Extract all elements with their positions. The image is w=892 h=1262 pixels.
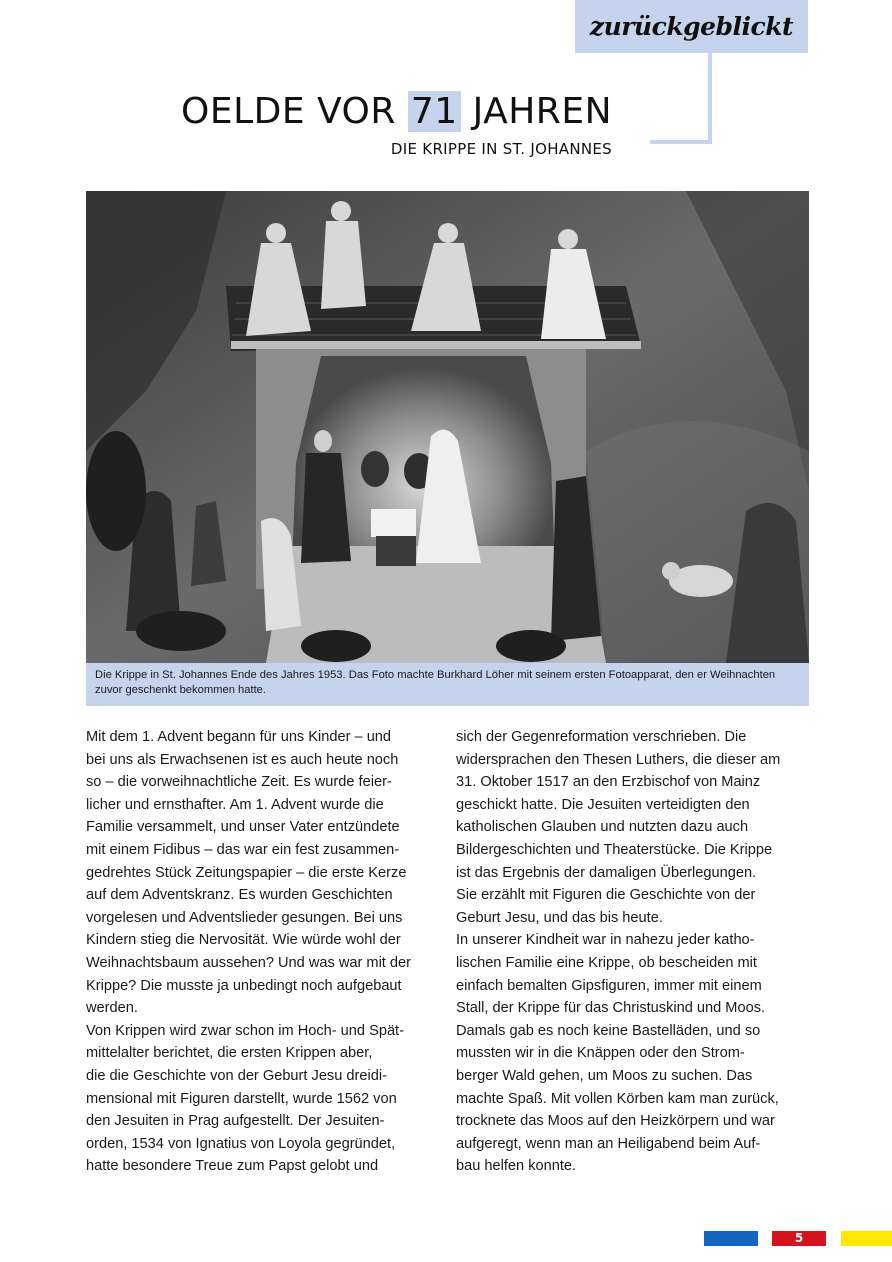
text-line: aufgeregt, wenn man an Heiligabend beim Auf- xyxy=(456,1135,761,1152)
text-line: Krippe? Die musste ja unbedingt noch aufgebaut xyxy=(86,977,402,994)
title-prefix: OELDE VOR xyxy=(181,91,396,132)
text-line: Weihnachtsbaum aussehen? Und was war mit der xyxy=(86,954,412,971)
text-line: ist das Ergebnis der damaligen Überlegungen. xyxy=(456,864,757,881)
title-number-highlight: 71 xyxy=(408,91,461,132)
footer-color-bar-blue xyxy=(704,1231,758,1246)
text-line: hatte besondere Treue zum Papst gelobt und xyxy=(86,1158,379,1175)
text-line: die die Geschichte von der Geburt Jesu dreidi- xyxy=(86,1067,387,1084)
title-suffix: JAHREN xyxy=(472,91,612,132)
page-title xyxy=(181,90,612,134)
text-line: Sie erzählt mit Figuren die Geschichte von der xyxy=(456,887,756,904)
text-line: Geburt Jesu, und das bis heute. xyxy=(456,909,663,926)
section-label: zurückgeblickt xyxy=(589,12,794,41)
text-line: mit einem Fidibus – das war ein fest zusammen- xyxy=(86,841,400,858)
decorative-bracket-vertical xyxy=(708,53,712,144)
page-number: 5 xyxy=(772,1231,826,1246)
nativity-scene-image xyxy=(86,191,809,663)
text-line: lischen Familie eine Krippe, ob bescheiden mit xyxy=(456,954,757,971)
text-line: sich der Gegenreformation verschrieben. Die xyxy=(456,729,747,745)
text-line: 31. Oktober 1517 an den Erzbischof von Mainz xyxy=(456,774,761,791)
text-line: mittelalter berichtet, die ersten Krippen aber, xyxy=(86,1045,373,1062)
text-line: einfach bemalten Gipsfiguren, immer mit einem xyxy=(456,977,762,994)
text-line: bau helfen konnte. xyxy=(456,1158,577,1175)
text-line: geschickt hatte. Die Jesuiten verteidigten den xyxy=(456,796,750,813)
text-line: Kindern stieg die Nervosität. Wie würde wohl der xyxy=(86,932,401,949)
text-line: Damals gab es noch keine Bastelläden, und so xyxy=(456,1022,761,1039)
photo-caption: Die Krippe in St. Johannes Ende des Jahres 1953. Das Foto machte Burkhard Löher mit seinem ersten Fotoapparat, den er Weihnachten zuvor geschenkt bekommen hatte. xyxy=(86,663,809,706)
text-line: so – die vorweihnachtliche Zeit. Es wurde feier- xyxy=(86,774,392,791)
article-column-right xyxy=(456,726,821,1178)
text-line: machte Spaß. Mit vollen Körben kam man zurück, xyxy=(456,1090,779,1107)
text-line: gedrehtes Stück Zeitungspapier – die erste Kerze xyxy=(86,864,407,881)
text-line: In unserer Kindheit war in nahezu jeder katho- xyxy=(456,932,755,949)
text-line: licher und ernsthafter. Am 1. Advent wurde die xyxy=(86,796,384,813)
article-column-left xyxy=(86,726,446,1178)
nativity-photo xyxy=(86,191,809,663)
page-subtitle: DIE KRIPPE IN ST. JOHANNES xyxy=(390,140,612,158)
text-line: widersprachen den Thesen Luthers, die dieser am xyxy=(456,751,781,768)
text-line: Stall, der Krippe für das Christuskind und Moos. xyxy=(456,1000,766,1017)
text-line: berger Wald gehen, um Moos zu suchen. Das xyxy=(456,1067,753,1084)
text-line: Bildergeschichten und Theaterstücke. Die Krippe xyxy=(456,841,773,858)
text-line: auf dem Adventskranz. Es wurden Geschichten xyxy=(86,887,393,904)
text-line: katholischen Glauben und nutzten dazu auch xyxy=(456,819,749,836)
text-line: mussten wir in die Knäppen oder den Strom- xyxy=(456,1045,745,1062)
text-line: vorgelesen und Adventslieder gesungen. Bei uns xyxy=(86,909,403,926)
text-line: Familie versammelt, und unser Vater entzündete xyxy=(86,819,400,836)
text-line: Von Krippen wird zwar schon im Hoch- und Spät- xyxy=(86,1022,404,1039)
text-line: bei uns als Erwachsenen ist es auch heute noch xyxy=(86,751,399,768)
text-line: mensional mit Figuren darstellt, wurde 1562 von xyxy=(86,1090,397,1107)
text-line: trocknete das Moos auf den Heizkörpern und war xyxy=(456,1113,775,1130)
text-line: werden. xyxy=(86,1000,138,1017)
text-line: den Jesuiten in Prag aufgestellt. Der Jesuiten- xyxy=(86,1113,385,1130)
footer-color-bar-yellow xyxy=(841,1231,892,1246)
decorative-bracket-horizontal xyxy=(650,140,712,144)
text-line: Mit dem 1. Advent begann für uns Kinder – und xyxy=(86,729,392,745)
text-line: orden, 1534 von Ignatius von Loyola gegründet, xyxy=(86,1135,396,1152)
section-ribbon xyxy=(575,0,808,53)
